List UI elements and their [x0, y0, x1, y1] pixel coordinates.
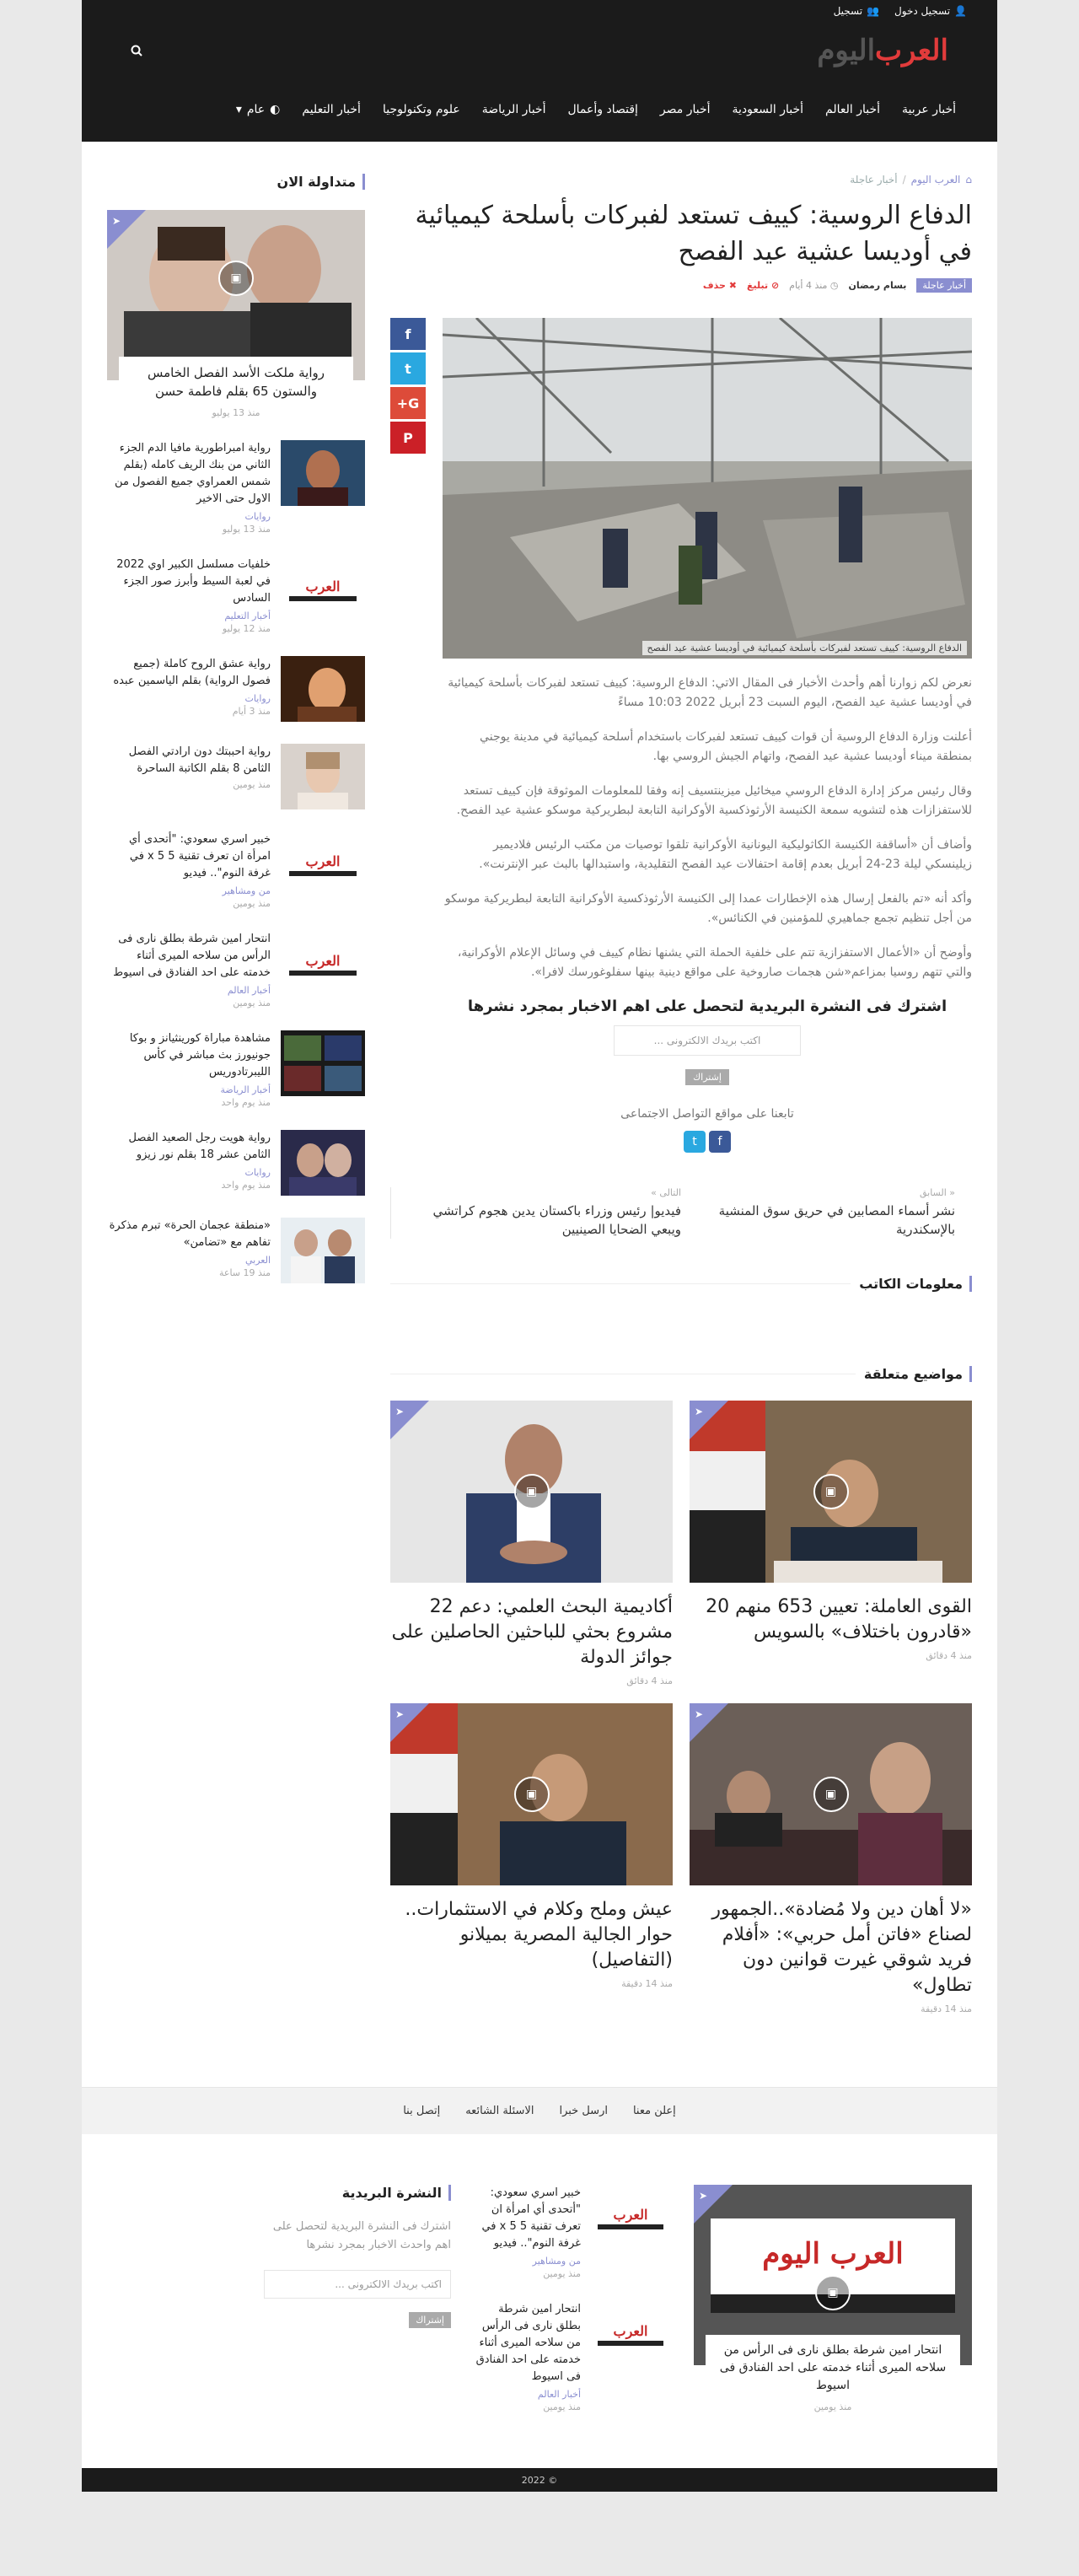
- pinterest-icon: P: [403, 429, 413, 446]
- related-image: [690, 1703, 972, 1885]
- list-item[interactable]: «منطقة عجمان الحرة» تبرم مذكرة تفاهم مع «تضامن» العربي منذ 19 ساعة: [107, 1218, 365, 1283]
- related-heading: مواضيع متعلقة: [390, 1366, 972, 1382]
- site-logo-thumb: العرب: [281, 931, 365, 997]
- gallery-icon[interactable]: ▣: [514, 1777, 550, 1812]
- prev-next-nav: [390, 1186, 972, 1239]
- related-grid: [390, 1401, 972, 2014]
- author-info-heading: معلومات الكاتب: [390, 1276, 972, 1292]
- article-paragraph: وأوضح أن «الأعمال الاستفزازية تتم على خلفية الحملة التي يشنها نظام كييف في وسائل الإعلام الأوكرانية، والتي تتهم روسيا بمزاعم«شن هجمات صاروخية على مواقع دينية بينها سفلوغورسك لافرا».: [457, 946, 972, 979]
- footer-newsletter-title: النشرة البريدية: [264, 2185, 451, 2201]
- article-paragraph: نعرض لكم زوارنا أهم وأحدث الأخبار فى المقال الاتي: الدفاع الروسية: كييف تستعد لفبركات بأسلحة كيميائية في أوديسا عشية عيد الفصح، اليوم السبت 23 أبريل 2022 10:03 مساءً: [448, 676, 972, 709]
- article-meta: [390, 278, 972, 293]
- sidebar-featured[interactable]: [107, 210, 365, 418]
- share-bar: [390, 318, 426, 454]
- gallery-icon[interactable]: ▣: [813, 1474, 849, 1509]
- sidebar-featured-image: [107, 210, 365, 380]
- related-image: [390, 1401, 673, 1583]
- nav-item[interactable]: أخبار السعودية: [732, 103, 804, 116]
- nav-item[interactable]: أخبار العالم: [825, 103, 881, 116]
- send-icon: ➤: [395, 1406, 405, 1417]
- article-image: [443, 318, 972, 659]
- breadcrumb-separator: /: [902, 174, 906, 186]
- prev-article-link[interactable]: « السابق نشر أسماء المصابين في حريق سوق المنشية بالإسكندرية: [718, 1187, 955, 1237]
- publish-time: ◷ منذ 4 أيام: [789, 280, 839, 291]
- twitter-icon[interactable]: t: [684, 1131, 706, 1153]
- list-item-thumb: [281, 831, 365, 897]
- newsletter-title: اشترك فى النشرة البريدية لتحصل على اهم الاخبار بمجرد نشرها: [467, 998, 947, 1015]
- related-image: [390, 1703, 673, 1885]
- related-card[interactable]: [390, 1703, 673, 2014]
- list-item-thumb: [281, 931, 365, 997]
- twitter-share-button[interactable]: [390, 352, 426, 385]
- user-icon: 👤: [954, 5, 967, 17]
- footer: [82, 2134, 997, 2468]
- next-article-link[interactable]: التالى » فيديو| رئيس وزراء باكستان يدين هجوم كراتشي ويبعي الضحايا الصينيين: [390, 1187, 681, 1239]
- list-item[interactable]: العرب خبير اسري سعودي: "أتحدى أي امرأة ان تعرف تقنية 5 x 5 في غرفة النوم".. فيديو من ومشاهير منذ يومين: [473, 2185, 672, 2279]
- related-time: منذ 14 دقيقة: [621, 1978, 673, 1989]
- author-name[interactable]: بسام رمضان: [848, 280, 907, 291]
- list-item-thumb: [281, 744, 365, 809]
- footer-featured-time: منذ يومين: [813, 2401, 852, 2412]
- article-photo: [443, 318, 972, 659]
- list-item-thumb: [589, 2185, 672, 2251]
- list-item-thumb: [281, 1030, 365, 1096]
- list-item[interactable]: العرب انتحار امين شرطة بطلق نارى فى الرأس من سلاحه الميرى أثناء خدمته على احد الفنادق فى اسيوط أخبار العالم منذ يومين: [473, 2301, 672, 2412]
- list-item[interactable]: رواية احببتك دون ارادتي الفصل الثامن 8 بقلم الكاتبة الساحرة منذ يومين: [107, 744, 365, 809]
- register-link[interactable]: 👥 تسجيل: [833, 5, 880, 17]
- sidebar-featured-title: رواية ملكت الأسد الفصل الخامس والستون 65 بقلم فاطمة حسن: [119, 357, 353, 401]
- nav-item[interactable]: علوم وتكنولوجيا: [382, 103, 460, 116]
- related-time: منذ 4 دقائق: [926, 1650, 972, 1661]
- main-column: [390, 174, 972, 2014]
- nav-item[interactable]: أخبار عربية: [902, 103, 956, 116]
- list-item[interactable]: العرب انتحار امين شرطة بطلق نارى فى الرأس من سلاحه الميرى أثناء خدمته على احد الفنادق فى اسيوط أخبار العالم منذ يومين: [107, 931, 365, 1008]
- home-icon: ⌂: [965, 174, 972, 186]
- footer-link[interactable]: ارسل خبرا: [559, 2105, 608, 2117]
- send-icon: ➤: [695, 1406, 704, 1417]
- send-icon: ➤: [699, 2190, 708, 2202]
- list-item[interactable]: رواية عشق الروح كاملة (جميع فصول الرواية) بقلم الياسمين عبده روايات منذ 3 أيام: [107, 656, 365, 722]
- list-item[interactable]: العرب خلفيات مسلسل الكبير اوي 2022 في لعبة السيط وأبرز صور الجزء السادس أخبار التعليم منذ 12 يوليو: [107, 557, 365, 634]
- topbar: [82, 0, 997, 22]
- related-card[interactable]: [390, 1401, 673, 1686]
- article-paragraph: وقال رئيس مركز إدارة الدفاع الروسي ميخائيل ميزينتسيف إنه وفقا للمعلومات الموثوقة فإن كييف تستعد للاستفزازات هذه لتشويه سمعة الكنيسة الأرثوذكسية الأوكرانية التابعة لبطريركية موسكو عشية عيد الفصح.: [456, 784, 972, 817]
- hero-row: [390, 318, 972, 659]
- facebook-icon: f: [405, 325, 411, 342]
- gallery-icon[interactable]: ▣: [514, 1474, 550, 1509]
- nav-item[interactable]: إقتصاد وأعمال: [567, 103, 638, 116]
- image-caption: الدفاع الروسية: كييف تستعد لفبركات بأسلحة كيميائية في أوديسا عشية عيد الفصح: [642, 641, 967, 655]
- footer-subscribe-button[interactable]: إشتراك: [409, 2312, 451, 2328]
- site-logo[interactable]: العرب اليوم: [817, 34, 948, 67]
- site-logo-thumb: العرب: [589, 2301, 672, 2367]
- list-item-thumb: [589, 2301, 672, 2367]
- pinterest-share-button[interactable]: [390, 422, 426, 454]
- footer-featured-title: انتحار امين شرطة بطلق نارى فى الرأس من سلاحه الميرى أثناء خدمته على احد الفنادق فى اسيوط: [706, 2335, 960, 2395]
- facebook-icon[interactable]: f: [709, 1131, 731, 1153]
- related-title: «لا أهان دين ولا مُضادة»..الجمهور لصناع «فاتن أمل حربي»: «أفلام فريد شوقي غيرت قوانين دون تطاول»: [711, 1899, 972, 1996]
- related-time: منذ 4 دقائق: [626, 1675, 673, 1686]
- newsletter-email-input[interactable]: اكتب بريدك الالكترونى ...: [614, 1025, 801, 1056]
- breadcrumb: [390, 174, 972, 186]
- send-icon: ➤: [695, 1708, 704, 1720]
- list-item-thumb: [281, 557, 365, 622]
- footer-featured[interactable]: [694, 2185, 972, 2434]
- article-body: [443, 674, 972, 982]
- list-item-thumb: [281, 1218, 365, 1283]
- content: [82, 142, 997, 2014]
- related-time: منذ 14 دقيقة: [921, 2003, 972, 2014]
- list-item[interactable]: رواية امبراطورية مافيا الدم الجزء الثاني من بنك الريف كامله (بقلم شمس العمراوي جميع الفصول من الاول حتى الاخير روايات منذ 13 يوليو: [107, 440, 365, 535]
- related-card[interactable]: [690, 1401, 972, 1686]
- related-title: عيش وملح وكلام في الاستثمارات.. حوار الجالية المصرية بميلانو (التفاصيل): [405, 1899, 673, 1971]
- nav-item-general[interactable]: ◐ عام ▾: [235, 103, 281, 116]
- gallery-icon[interactable]: ▣: [815, 2275, 851, 2310]
- site-logo-thumb: العرب: [281, 831, 365, 897]
- login-link[interactable]: 👤 تسجيل دخول: [894, 5, 967, 17]
- site-logo-thumb: العرب: [281, 557, 365, 622]
- trending-heading: متداولة الان: [107, 174, 365, 190]
- article-paragraph: وأضاف أن «أساقفة الكنيسة الكاثوليكية اليونانية الأوكرانية تلقوا توصيات من مكتب الرئيس فلاديمير زيلينسكي ليلة 23-24 أبريل بعدم إقامة احتفالات عيد الفصح التقليدية، واستبدالها بالبث عبر الإنترنت».: [479, 838, 972, 871]
- nav-item[interactable]: أخبار الرياضة: [481, 103, 546, 116]
- list-item-thumb: [281, 440, 365, 506]
- footer-link[interactable]: إتصل بنا: [403, 2105, 441, 2117]
- list-item[interactable]: رواية هويت رجل الصعيد الفصل الثامن عشر 18 بقلم نور زيزو روايات منذ يوم واحد: [107, 1130, 365, 1196]
- newsletter-box: [443, 998, 972, 1153]
- related-image: [690, 1401, 972, 1583]
- related-title: القوى العاملة: تعيين 653 منهم 20 «قادرون باختلاف» بالسويس: [706, 1596, 972, 1643]
- category-badge[interactable]: أخبار عاجلة: [916, 278, 972, 293]
- nav-item[interactable]: أخبار مصر: [659, 103, 711, 116]
- gallery-icon[interactable]: ▣: [813, 1777, 849, 1812]
- article-paragraph: أعلنت وزارة الدفاع الروسية أن قوات كييف تستعد لفبركات باستخدام أسلحة كيميائية في مدينة يوجني بمنطقة ميناء أوديسا عشية عيد الفصح، واتهام الجيش الروسي بها.: [480, 730, 972, 763]
- footer-link[interactable]: الاسئلة الشائعه: [465, 2105, 534, 2117]
- footer-list: [473, 2185, 672, 2434]
- chevron-down-icon: ▾: [235, 103, 242, 116]
- breadcrumb-category[interactable]: أخبار عاجلة: [850, 174, 898, 186]
- newsletter-subscribe-button[interactable]: إشتراك: [685, 1069, 729, 1085]
- gallery-icon[interactable]: ▣: [218, 261, 254, 296]
- article-paragraph: وأكد أنه «تم بالفعل إرسال هذه الإخطارات عمدا إلى الكنيسة الأرثوذكسية الأوكرانية التابعة لبطريركية موسكو من أجل تنظيم تجمع جماهيري للمؤمنين في الكنائس».: [444, 892, 972, 925]
- search-icon[interactable]: [131, 44, 142, 60]
- user-plus-icon: 👥: [867, 5, 880, 17]
- article-title: الدفاع الروسية: كييف تستعد لفبركات بأسلحة كيميائية في أوديسا عشية عيد الفصح: [415, 201, 972, 266]
- site-header: [82, 0, 997, 142]
- social-links: [443, 1131, 972, 1153]
- list-item-thumb: [281, 656, 365, 722]
- footer-newsletter: [264, 2185, 451, 2434]
- footer-logo-text: العرب اليوم: [762, 2237, 904, 2271]
- footer-link[interactable]: إعلن معنا: [632, 2105, 676, 2117]
- twitter-icon: t: [405, 360, 411, 377]
- sidebar: [107, 174, 365, 2014]
- sidebar-featured-time: منذ 13 يوليو: [212, 407, 260, 418]
- footer-newsletter-text: اشترك فى النشرة البريدية لتحصل على اهم واحدث الاخبار بمجرد نشرها: [272, 2220, 451, 2251]
- follow-text: تابعنا على مواقع التواصل الاجتماعى: [620, 1107, 794, 1121]
- send-icon: ➤: [395, 1708, 405, 1720]
- footer-links: [82, 2087, 997, 2134]
- send-icon: ➤: [112, 215, 121, 227]
- half-circle-icon: ◐: [270, 103, 281, 116]
- main-nav: [112, 94, 967, 125]
- list-item[interactable]: العرب خبير اسري سعودي: "أتحدى أي امرأة ان تعرف تقنية 5 x 5 في غرفة النوم".. فيديو من ومشاهير منذ يومين: [107, 831, 365, 909]
- list-item[interactable]: مشاهدة مباراة كورينثيانز و بوكا جونيورز بث مباشر في كأس الليبرتادوريس أخبار الرياضة منذ يوم واحد: [107, 1030, 365, 1108]
- breadcrumb-home[interactable]: العرب اليوم: [910, 174, 961, 186]
- site-logo-thumb: العرب: [589, 2185, 672, 2251]
- facebook-share-button[interactable]: [390, 318, 426, 350]
- delete-link[interactable]: ✖ حذف: [702, 280, 737, 291]
- related-title: أكاديمية البحث العلمي: دعم 22 مشروع بحثي للباحثين الحاصلين على جوائز الدولة: [391, 1596, 673, 1668]
- report-link[interactable]: ⊘ تبليغ: [747, 280, 780, 291]
- list-item-thumb: [281, 1130, 365, 1196]
- related-card[interactable]: [690, 1703, 972, 2014]
- footer-email-input[interactable]: اكتب بريدك الالكترونى ...: [264, 2270, 451, 2299]
- google-plus-share-button[interactable]: [390, 387, 426, 419]
- nav-item[interactable]: أخبار التعليم: [302, 103, 361, 116]
- page: [82, 0, 997, 2492]
- google-plus-icon: G+: [396, 395, 420, 411]
- copyright: © 2022: [82, 2468, 997, 2492]
